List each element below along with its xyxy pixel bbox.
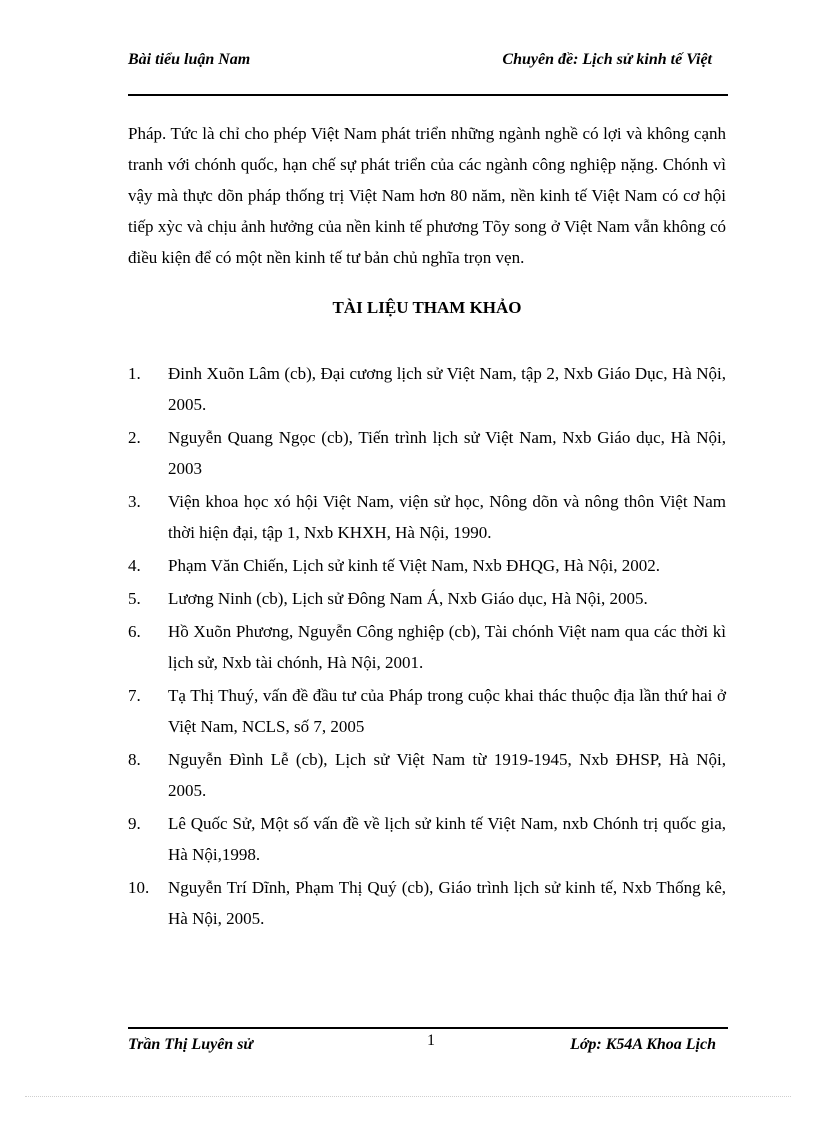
- header-right-text: Chuyên đề: Lịch sử kinh tế Việt: [502, 51, 712, 68]
- header-left-text: Bài tiểu luận Nam: [128, 51, 251, 68]
- reference-item: [128, 422, 726, 484]
- reference-item: [128, 358, 726, 420]
- reference-text: Nguyễn Quang Ngọc (cb), Tiến trình lịch sử Việt Nam, Nxb Giáo dục, Hà Nội, 2003: [168, 428, 726, 478]
- reference-item: [128, 872, 726, 934]
- reference-text: Phạm Văn Chiến, Lịch sử kinh tế Việt Nam, Nxb ĐHQG, Hà Nội, 2002.: [168, 556, 661, 575]
- reference-text: Tạ Thị Thuý, vấn đề đầu tư của Pháp trong cuộc khai thác thuộc địa lần thứ hai ở Việt Nam, NCLS, số 7, 2005: [168, 686, 726, 736]
- reference-number: 4.: [128, 556, 141, 575]
- reference-text: Nguyễn Trí Dĩnh, Phạm Thị Quý (cb), Giáo trình lịch sử kinh tế, Nxb Thống kê, Hà Nội, 2005.: [168, 878, 726, 928]
- reference-number: 3.: [128, 492, 141, 511]
- references-title: TÀI LIỆU THAM KHẢO: [332, 298, 522, 317]
- reference-number: 7.: [128, 686, 141, 705]
- reference-number: 1.: [128, 364, 141, 383]
- reference-item: [128, 486, 726, 548]
- footer-rule: [128, 1027, 728, 1029]
- reference-text: Nguyễn Đình Lễ (cb), Lịch sử Việt Nam từ 1919-1945, Nxb ĐHSP, Hà Nội, 2005.: [168, 750, 726, 800]
- reference-item: [128, 808, 726, 870]
- reference-text: Lương Ninh (cb), Lịch sử Đông Nam Á, Nxb Giáo dục, Hà Nội, 2005.: [168, 589, 648, 608]
- reference-number: 6.: [128, 622, 141, 641]
- reference-text: Viện khoa học xó hội Việt Nam, viện sử học, Nông dõn và nông thôn Việt Nam thời hiện đại, tập 1, Nxb KHXH, Hà Nội, 1990.: [168, 492, 726, 542]
- reference-text: Hồ Xuõn Phương, Nguyễn Công nghiệp (cb), Tài chónh Việt nam qua các thời kì lịch sử, Nxb tài chónh, Hà Nội, 2001.: [168, 622, 726, 672]
- footer-class: Lớp: K54A Khoa Lịch: [570, 1036, 716, 1053]
- reference-text: Đinh Xuõn Lâm (cb), Đại cương lịch sử Việt Nam, tập 2, Nxb Giáo Dục, Hà Nội, 2005.: [168, 364, 726, 414]
- page-header: [128, 50, 728, 96]
- reference-item: [128, 616, 726, 678]
- reference-item: [128, 583, 726, 614]
- reference-number: 9.: [128, 814, 141, 833]
- reference-number: 5.: [128, 589, 141, 608]
- page-number: 1: [427, 1032, 435, 1049]
- reference-number: 2.: [128, 428, 141, 447]
- reference-item: [128, 680, 726, 742]
- footer-author: Trần Thị Luyên sử: [128, 1036, 254, 1053]
- body-paragraph: Pháp. Tức là chỉ cho phép Việt Nam phát triển những ngành nghề có lợi và không cạnh tranh với chónh quốc, hạn chế sự phát triển của các ngành công nghiệp nặng. Chónh vì vậy mà thực dõn pháp thống trị Việt Nam hơn 80 năm, nền kinh tế Việt Nam có cơ hội tiếp xỳc và chịu ảnh hưởng của nền kinh tế phương Tõy song ở Việt Nam vẫn không có điều kiện để có một nền kinh tế tư bản chủ nghĩa trọn vẹn.: [128, 124, 726, 267]
- reference-item: [128, 550, 726, 581]
- page-bottom-divider: [25, 1096, 791, 1097]
- reference-item: [128, 744, 726, 806]
- reference-text: Lê Quốc Sử, Một số vấn đề về lịch sử kinh tế Việt Nam, nxb Chónh trị quốc gia, Hà Nội,1998.: [168, 814, 726, 864]
- references-list: [128, 358, 726, 936]
- reference-number: 10.: [128, 878, 150, 897]
- reference-number: 8.: [128, 750, 141, 769]
